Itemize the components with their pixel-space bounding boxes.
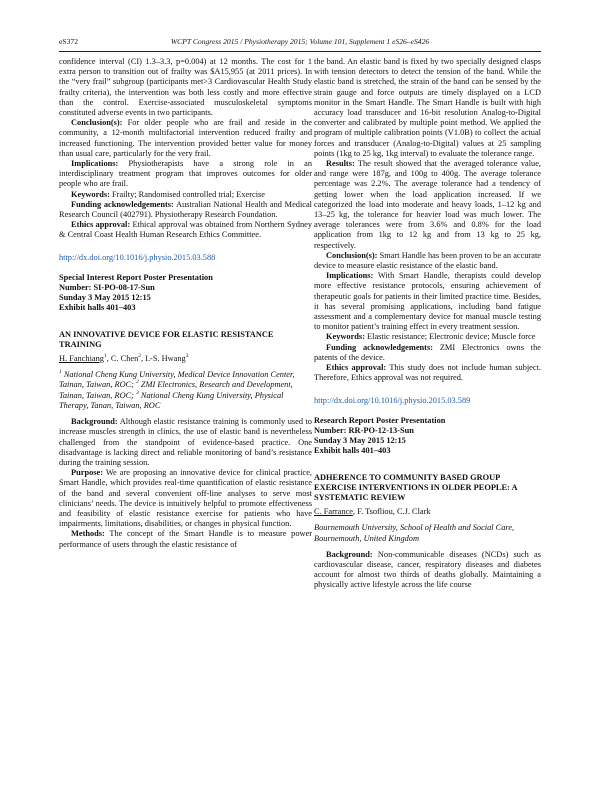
keywords-paragraph [59, 190, 312, 200]
ethics-label: Ethics approval: [71, 220, 131, 230]
presenting-author: H. Fanchiang [59, 354, 104, 364]
keywords-label: Keywords: [326, 332, 365, 342]
poster-type: Special Interest Report Poster Presentation [59, 272, 213, 282]
aff-sup: 1 [59, 369, 62, 376]
left-column [59, 57, 312, 550]
funding-paragraph [59, 200, 312, 220]
author-list [314, 507, 541, 517]
keywords-label: Keywords: [71, 189, 110, 199]
funding-text: ZMI Electronics owns the patents of the device. [314, 342, 541, 362]
abstract-title: ADHERENCE TO COMMUNITY BASED GROUP EXERCISE INTERVENTIONS IN OLDER PEOPLE: A SYSTEMATIC REVIEW [314, 472, 518, 502]
background-text: Although elastic resistance training is commonly used to increase muscles strength in clinics, the use of elastic band is nevertheless challenged from the standpoint of evidence-based practice. One disadvantage is lacking direct and reliable monitoring of band’s resistance during the training session. [59, 417, 312, 467]
implications-text: Physiotherapists have a strong role in an interdisciplinary treatment program that improves outcomes for older people who are frail. [59, 159, 312, 189]
author-sup: 2 [138, 353, 141, 360]
methods-label: Methods: [71, 529, 105, 539]
implications-label: Implications: [326, 271, 374, 281]
author-name: , I.-S. Hwang [141, 354, 186, 364]
poster-number: Number: RR-PO-12-13-Sun [314, 425, 414, 435]
ethics-paragraph [59, 220, 312, 240]
affiliations [59, 370, 312, 411]
results-paragraph [314, 159, 541, 251]
conclusion-text: For older people who are frail and reside in the community, a 12-month multifactorial intervention reduced frailty and increased functioning. The intervention provided better value for money than usual care, particularly for the very frail. [59, 118, 312, 158]
methods-text: The concept of the Smart Handle is to measure power performance of users through the elastic resistance of [59, 529, 313, 549]
poster-date: Sunday 3 May 2015 12:15 [59, 293, 151, 303]
conclusion-text: Smart Handle has been proven to be an accurate device to measure elastic resistance of the elastic band. [314, 250, 542, 271]
conclusion-paragraph [59, 118, 312, 159]
background-label: Background: [71, 417, 118, 427]
header-rule [59, 51, 541, 52]
page-number: eS372 [59, 37, 78, 46]
author-sup: 3 [185, 353, 189, 360]
funding-label: Funding acknowledgements: [71, 199, 174, 209]
keywords-text: Elastic resistance; Electronic device; Muscle force [367, 332, 536, 342]
funding-paragraph [314, 343, 541, 363]
methods-continuation: the band. An elastic band is fixed by two specially designed clasps with tension detectors to detect the tension of the band. While the elastic band is stretched, the strain of the band can be sensed by the strain gauge and force outputs are timely displayed on a LCD monitor in the Smart Handle. The Smart Handle is built with high accuracy load transducer and 16-bit resolution Analog-to-Digital converter and calibrated by multiple point method. We applied the program of multiple calibration points (V1.0B) to collect the actual forces and transducer (Analog-to-Digital) values at 25 sampling points (1kg to 25 kg, 1kg interval) to evaluate the tolerance range. [314, 57, 541, 158]
ethics-text: This study does not include human subject. Therefore, Ethics approval was not required. [314, 363, 541, 383]
poster-type: Research Report Poster Presentation [314, 415, 446, 425]
aff-sup: 3 [136, 389, 139, 396]
funding-label: Funding acknowledgements: [326, 342, 433, 352]
affiliation-2: ZMI Electronics, Research and Development, Tainan, Taiwan, ROC; [59, 380, 293, 400]
implications-paragraph [314, 271, 541, 332]
results-text: The result showed that the averaged tolerance value, and range were 187g, and 100g to 400g. The average tolerance percentage was 2.2%. The average tolerance had a tendency of getting lower when the load application increased. If we categorized the load into moderate and heavy loads, 1–12 kg and 13–25 kg, the tolerance for heavier load was much lower. The average tolerances were from 3.6% and 0.8% for the load application from 1kg to 12 kg and from 13 kg to 25 kg, respectively. [314, 159, 541, 250]
poster-location: Exhibit halls 401–403 [59, 303, 136, 313]
background-paragraph [314, 550, 541, 591]
funding-text: Australian National Health and Medical Research Council (402791). Physiotherapy Research Foundation. [59, 199, 312, 220]
ethics-label: Ethics approval: [326, 363, 387, 373]
keywords-text: Frailty; Randomised controlled trial; Exercise [112, 189, 265, 199]
results-continuation: confidence interval (CI) 1.3–3.3, p=0.004) at 12 months. The cost for 1 extra person to transition out of frailty was $A15,955 (at 2011 prices). In the “very frail” subgroup (participants met>3 Cardiovascular Health Study frailty criteria), the intervention was both less costly and more effective than the control. Exercise-associated musculoskeletal symptoms constituted adverse events in two participants. [59, 57, 312, 118]
results-label: Results: [326, 159, 355, 169]
background-label: Background: [326, 549, 373, 559]
background-text: Non-communicable diseases (NCDs) such as cardiovascular disease, cancer, respiratory diseases and diabetes account for almost two thirds of deaths globally. Maintaining a physically active lifestyle across the life course [314, 549, 541, 590]
affiliation-1: National Cheng Kung University, Medical Device Innovation Center, Tainan, Taiwan, ROC; [59, 370, 295, 390]
doi-link[interactable]: http://dx.doi.org/10.1016/j.physio.2015.03.588 [59, 252, 216, 262]
purpose-paragraph [59, 468, 312, 529]
ethics-text: Ethical approval was obtained from Northern Sydney & Central Coast Health Human Research Ethics Committee. [59, 220, 312, 240]
affiliation-3: National Cheng Kung University, Physical Therapy, Tanan, Taiwan, ROC [59, 390, 284, 410]
poster-number: Number: SI-PO-08-17-Sun [59, 283, 155, 293]
purpose-text: We are proposing an innovative device for clinical practice, Smart Handle, which provides real-time quantification of elastic resistance of the band and several convenient off-line analyses to serve most clinicians’ needs. The device is intuitively helpful to promote effectiveness and feasibility of elastic resistance exercise for patients who have impairments, limitations, disabilities, or changes in physical function. [59, 468, 312, 529]
ethics-paragraph [314, 363, 541, 383]
purpose-label: Purpose: [71, 468, 103, 478]
author-list [59, 354, 312, 364]
running-header [59, 37, 541, 51]
implications-paragraph [59, 159, 312, 190]
doi-link[interactable]: http://dx.doi.org/10.1016/j.physio.2015.03.589 [314, 395, 471, 405]
keywords-paragraph [314, 332, 541, 342]
affiliation: Bournemouth University, School of Health and Social Care, Bournemouth, United Kingdom [314, 523, 515, 543]
author-name: , C. Chen [106, 354, 139, 364]
background-paragraph [59, 417, 312, 468]
author-names: , F. Tsofliou, C.J. Clark [352, 507, 431, 517]
aff-sup: 2 [136, 379, 139, 386]
journal-citation: WCPT Congress 2015 / Physiotherapy 2015; Volume 101, Supplement 1 eS26–eS426 [170, 37, 430, 46]
conclusion-paragraph [314, 251, 541, 271]
conclusion-label: Conclusion(s): [71, 118, 123, 128]
poster-date: Sunday 3 May 2015 12:15 [314, 436, 406, 446]
methods-paragraph [59, 529, 312, 549]
poster-location: Exhibit halls 401–403 [314, 446, 391, 456]
author-sup: 1 [103, 353, 107, 360]
abstract-title: AN INNOVATIVE DEVICE FOR ELASTIC RESISTANCE TRAINING [59, 329, 274, 349]
conclusion-label: Conclusion(s): [326, 250, 378, 260]
presenting-author: C. Farrance [314, 507, 353, 517]
implications-text: With Smart Handle, therapists could develop more effective resistance protocols, ensuring achievement of therapeutic goals for patients in their limited practice time. Besides, it has several promising applications, including band fatigue assessment and a complementary device for manual muscle testing to monitor patient’s training effect in every treatment session. [314, 271, 541, 332]
right-column [314, 57, 541, 591]
implications-label: Implications: [71, 159, 119, 169]
